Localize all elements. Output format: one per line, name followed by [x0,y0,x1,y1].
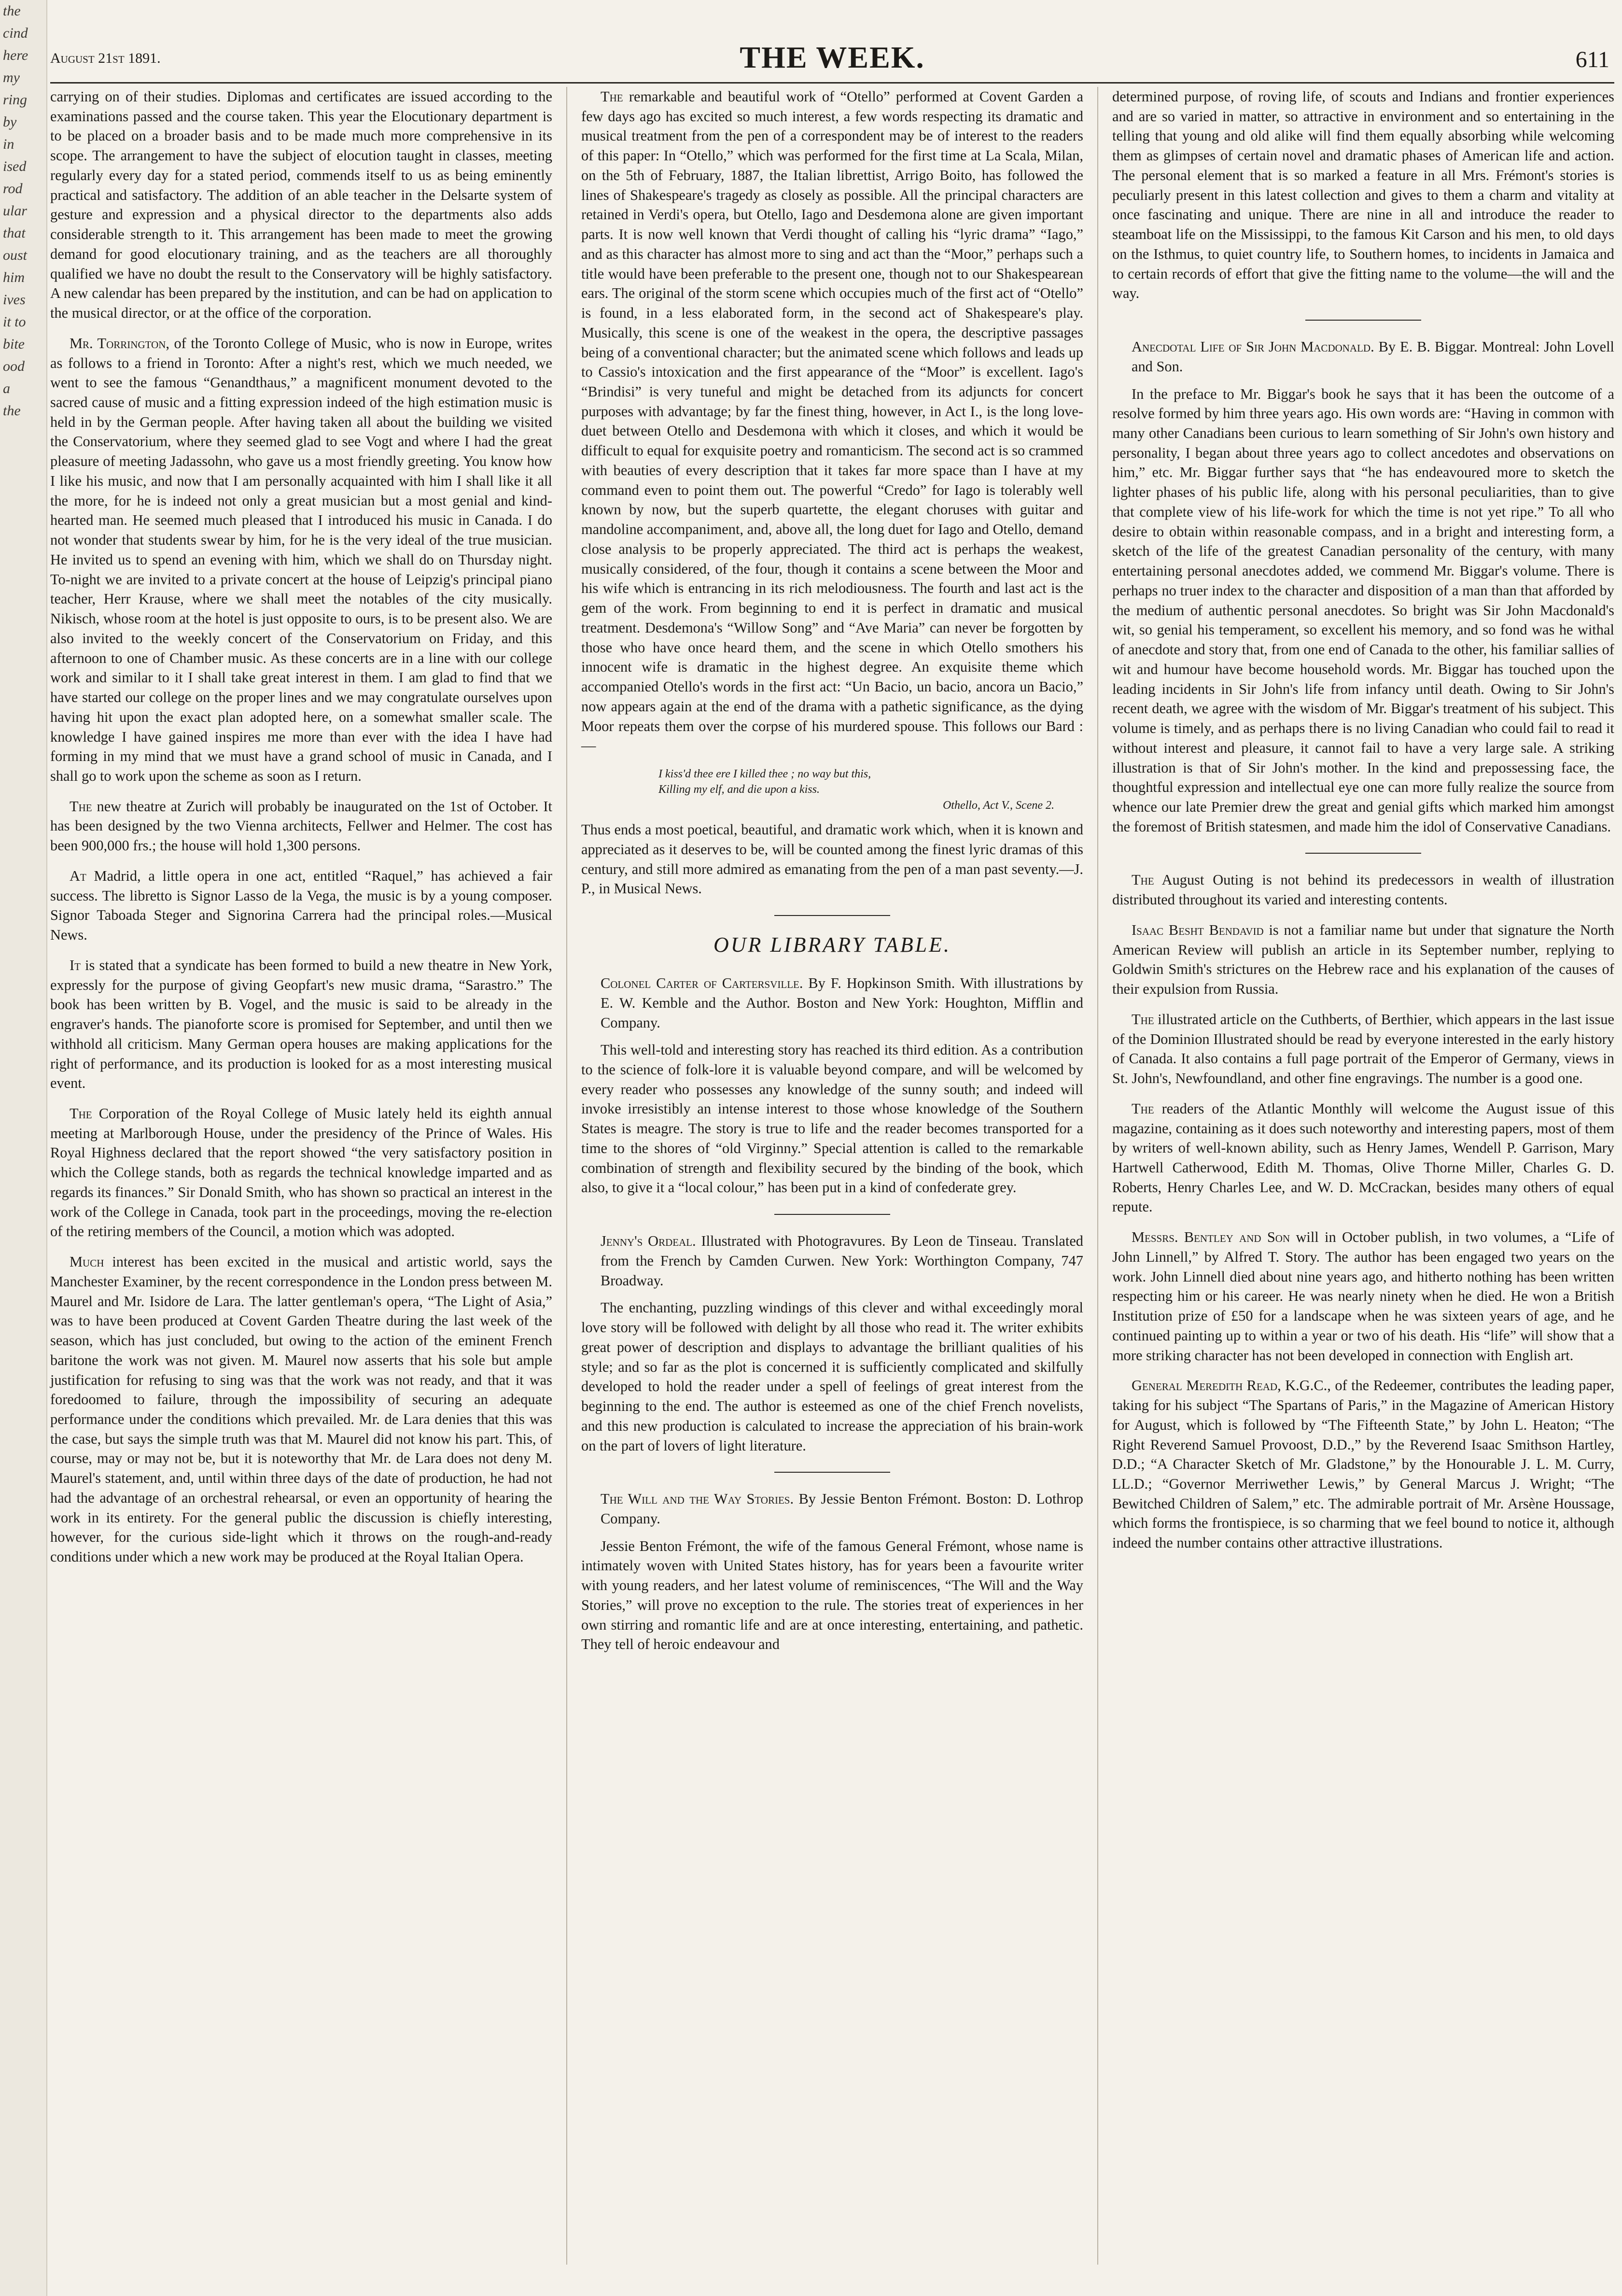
columns [50,87,1614,2279]
section-rule [1305,853,1421,854]
page-number: 611 [1575,47,1609,72]
margin-fragment: my [3,70,20,85]
paragraph-text: of the Toronto College of Music, who is now in Europe, writes as follows to a friend in Toronto: After a night's rest, which we much needed, we went to see the famous “Genandthaus,” a magnificent monument devoted to the sacred cause of music and a fitting expression indeed of the high estimation music is held in by the German people. After having taken all about the building we visited the Conservatorium, where they seemed glad to see Vogt and where I had the great pleasure of meeting Jadassohn, who gave us a most friendly greeting. You know how I like his music, and now that I am personally acquainted with him I shall like it all the more, for he is indeed not only a great musician but a most genial and kind-hearted man. He seemed much pleased that I introduced his music in Canada. I do not wonder that students swear by him, for he is the very ideal of the true musician. He invited us to spend an evening with him, which we shall do on Thursday night. To-night we are invited to a private concert at the house of Leipzig's principal piano teacher, Herr Krause, where we shall meet the notables of the city musically. Nikisch, whose room at the hotel is just opposite to ours, is to be present also. We are also invited to the weekly concert of the Conservatorium on Friday, and this afternoon to one of Chamber music. As these concerts are in a line with our college work and similar to it I shall take great interest in them. I am glad to find that we have started our college on the proper lines and we may congratulate ourselves upon having hit upon the exact plan adopted here, on a somewhat smaller scale. The knowledge I have gained inspires me more than ever with the idea I have had forming in my mind that we must have a grand school of music in Canada, and I shall go to work upon the scheme as soon as I return. [50,335,552,784]
margin-fragment: ised [3,158,27,174]
lead-words: General Meredith Read, [1132,1377,1281,1394]
margin-fragment: that [3,225,26,241]
previous-page-margin [0,0,47,2296]
article-paragraph [50,956,552,1093]
section-rule [774,915,890,916]
article-paragraph: carrying on of their studies. Diplomas and certificates are issued according to the examinations passed and the course taken. This year the Elocutionary department is to be placed on a broader basis and to be made much more comprehensive in its scope. The arrangement to have the subject of elocution taught in classes, meeting regularly every day for a stated period, commends itself to us as being eminently practical and satisfactory. The addition of an able teacher in the Delsarte system of gesture and expression and a physical director to the departments also adds considerable strength to it. This arrangement has been made to meet the growing demand for good elocutionary training, and as the teachers are all thoroughly qualified we have no doubt the result to the Conservatory will be highly satisfactory. A new calendar has been prepared by the institution, and can be had on application to the musical director, or at the office of the corporation. [50,88,552,322]
lead-words: The [70,798,92,815]
verse-quotation [658,766,1083,813]
page-header [50,29,1614,84]
article-paragraph [50,1104,552,1241]
article-paragraph [50,334,552,786]
margin-fragment: bite [3,336,25,352]
newspaper-page [50,29,1614,2279]
section-rule [774,1214,890,1215]
review-paragraph: The enchanting, puzzling windings of this clever and withal exceedingly moral love story will be followed with delight by all those who read it. The writer exhibits great power of description and displays to advantage the brilliant qualities of his style; and so far as the plot is concerned it is sufficiently complicated and skilfully developed to hold the reader under a spell of feelings of great interest from the beginning to the end. The author is esteemed as one of the chief French novelists, and this new production is calculated to increase the appreciation of his brain-work on the part of lovers of light literature. [581,1299,1083,1454]
book-heading [581,1489,1083,1528]
margin-fragment: it to [3,314,26,330]
lead-words: The [1132,872,1154,888]
news-note [1112,1376,1614,1553]
paragraph-text: readers of the Atlantic Monthly will welcome the August issue of this magazine, containing as it does such noteworthy and interesting papers, most of them by writers of well-known ability, such as Henry James, Wendell P. Garrison, Mary Hartwell Catherwood, Edith M. Thomas, Olive Thorne Miller, Charles G. D. Roberts, Henry Charles Lee, and W. D. McCrackan, besides many others of equal repute. [1112,1100,1614,1215]
book-title: The Will and the Way Stories. [601,1491,794,1507]
review-paragraph: determined purpose, of roving life, of scouts and Indians and frontier experiences and are so varied in matter, so attractive in environment and so entertaining in the telling that young and old alike will find them equally absorbing while welcoming them as glimpses of certain novel and dramatic phases of American life and action. The personal element that is so marked a feature in all Mrs. Frémont's stories is peculiarly present in this latest collection and gives to them a charm and vitality at once fascinating and unique. There are nine in all and introduce the reader to steamboat life on the Mississippi, to the famous Kit Carson and his men, to old days on the Isthmus, to quiet country life, to Southern homes, to incidents in Jamaica and to certain records of effort that give the fitting name to the volume—the will and the way. [1112,88,1614,302]
section-rule [774,1472,890,1473]
column-1 [50,87,552,1578]
lead-words: The [601,88,623,105]
column-divider [566,87,567,2265]
article-paragraph: Thus ends a most poetical, beautiful, and dramatic work which, when it is known and appreciated as it deserves to be, will be counted among the finest lyric dramas of this century, and still more admired as emanating from the pen of a man past seventy.—J. P., in Musical News. [581,821,1083,897]
book-title: Anecdotal Life of Sir John Macdonald. [1132,338,1374,355]
news-note [1112,870,1614,909]
paragraph-text: K.G.C., of the Redeemer, contributes the leading paper, taking for his subject “The Spartans of Paris,” in the Magazine of American History for August, which is followed by “The Fifteenth State,” by John L. Heaton; “The Right Reverend Samuel Provoost, D.D.,” by the Reverend Isaac Smithson Hartley, D.D.; “A Character Sketch of Mr. Gladstone,” by the Honourable J. L. M. Curry, LL.D.; “Governor Merriwether Lewis,” by General Marcus J. Wright; “The Bewitched Children of Salem,” etc. The admirable portrait of Mr. Arsène Houssage, which forms the frontispiece, is so charming that we feel bound to notice it, although indeed the number contains other attractive illustrations. [1112,1377,1615,1551]
book-details: By Jessie Benton Frémont. Boston: D. Lothrop Company. [601,1491,1083,1527]
article-paragraph [50,797,552,856]
margin-fragment: cind [3,25,28,41]
section-heading: OUR LIBRARY TABLE. [713,933,951,957]
paragraph-text: August Outing is not behind its predecessors in wealth of illustration distributed throughout its varied and interesting contents. [1112,872,1614,908]
book-title: Jenny's Ordeal. [601,1233,696,1250]
book-heading [1112,337,1614,376]
paragraph-text: will in October publish, in two volumes, a “Life of John Linnell,” by Alfred T. Story. The author has been engaged two years on the work. John Linnell died about nine years ago, and hitherto nothing has been written respecting him or his career. He was nearly ninety when he died. He won a British Institution prize of £50 for a landscape when he was sixteen years of age, and he continued painting up to within a year or two of his death. His “life” will show that a more striking character has not been developed in connection with English art. [1112,1229,1614,1364]
masthead-title: THE WEEK. [740,40,925,74]
book-title: Colonel Carter of Cartersville. [601,975,803,992]
verse-citation: Othello, Act V., Scene 2. [942,799,1054,812]
paragraph-text: illustrated article on the Cuthberts, of Berthier, which appears in the last issue of the Dominion Illustrated should be read by everyone interested in the early history of Canada. It also contains a full page portrait of the Emperor of Germany, views in St. John's, Newfoundland, and other fine engravings. The number is a good one. [1112,1011,1614,1087]
margin-fragment: oust [3,247,28,263]
margin-fragment: ood [3,358,25,374]
lead-words: At [70,867,86,884]
news-note [1112,1099,1614,1217]
column-divider [1097,87,1098,2265]
lead-words: Mr. Torrington, [70,335,169,352]
review-paragraph: In the preface to Mr. Biggar's book he says that it has been the outcome of a resolve formed by him three years ago. His own words are: “Having in common with many other Canadians been curious to learn something of Sir John's own history and personality, I began about three years ago to collect ancedotes and observations on him,” etc. Mr. Biggar further says that “he has endeavoured more to sketch the lighter phases of his public life, along with his personal peculiarities, than to give that complete view of his life-work for which the time is not yet ripe.” To all who desire to obtain within reasonable compass, and in a bright and interesting form, a sketch of the life of the greatest Canadian personality of the century, with many entertaining personal anecdotes added, we commend Mr. Biggar's volume. There is perhaps no truer index to the character and disposition of a man than that afforded by the medium of authentic personal anecdotes. So bright was Sir John Macdonald's wit, so genial his temperament, so excellent his memory, and so fond was he withal of anecdote and story that, from one end of Canada to the other, his familiar sallies of wit and humour have become household words. Mr. Biggar has touched upon the leading incidents in Sir John's life from infancy until death. Owing to Sir John's recent death, we agree with the wisdom of Mr. Biggar's treatment of his subject. This volume is timely, and as perhaps there is no living Canadian who could fail to read it without interest and pleasure, it cannot fail to have a very large sale. A striking illustration is that of Sir John's mother. In the kind and prepossessing face, the thoughtful expression and intellectual eye one can more fully realize the source from whence our late Premier drew the great and genial gifts which marked him amongst the foremost of British statesmen, and made him the idol of Conservative Canadians. [1112,385,1614,835]
news-note [1112,920,1614,999]
news-note [1112,1227,1614,1365]
column-2 [581,87,1083,1665]
paragraph-text: new theatre at Zurich will probably be inaugurated on the 1st of October. It has been designed by the two Vienna architects, Fellwer and Helmer. The cost has been 900,000 frs.; the house will hold 1,300 persons. [50,798,552,854]
issue-date: August 21st 1891. [50,50,161,66]
margin-fragment: here [3,47,28,63]
margin-fragment: ring [3,92,28,108]
lead-words: The [70,1105,92,1122]
margin-fragment: ives [3,292,26,308]
review-paragraph: Jessie Benton Frémont, the wife of the famous General Frémont, whose name is intimately woven with United States history, has for years been a favourite writer with young readers, and her latest volume of reminiscences, “The Will and the Way Stories,” will prove no exception to the rule. The stories treat of experiences in her own stirring and romantic life and are at once interesting, entertaining, and pathetic. They tell of heroic endeavour and [581,1537,1083,1653]
paragraph-text: interest has been excited in the musical and artistic world, says the Manchester Examiner, by the recent correspondence in the London press between M. Maurel and Mr. Isidore de Lara. The latter gentleman's opera, “The Light of Asia,” was to have been produced at Covent Garden Theatre during the last week of the season, which has just concluded, but owing to the action of the eminent French baritone the work was not given. M. Maurel now asserts that his sole but ample justification for refusing to sing was that the work was not ready, and that it was foredoomed to failure, through the impossibility of securing an adequate performance under the conditions which prevailed. Mr. de Lara denies that this was the case, but says the simple truth was that M. Maurel did not know his part. This, of course, may or may not be, but it is noteworthy that Mr. de Lara does not deny M. Maurel's statement, and, until within three days of the date of production, he had not had the advantage of an orchestral rehearsal, or even an opportunity of hearing the work in its entirety. For the general public the discussion is chiefly interesting, however, for the curious side-light which it throws on the rough-and-ready conditions under which a new work may be produced at the Royal Italian Opera. [50,1254,552,1565]
verse-line: I kiss'd thee ere I killed thee ; no way but this, [658,767,871,780]
lead-words: The [1132,1011,1154,1028]
article-paragraph [581,87,1083,756]
paragraph-text: is not a familiar name but under that signature the North American Review will publish an article in its September number, replying to Goldwin Smith's strictures on the Hebrew race and his explanation of the causes of their expulsion from Russia. [1112,921,1614,998]
book-details: By F. Hopkinson Smith. With illustrations by E. W. Kemble and the Author. Boston and New York: Houghton, Mifflin and Company. [601,975,1083,1031]
news-note [1112,1010,1614,1088]
margin-fragment: the [3,3,21,19]
paragraph-text: is stated that a syndicate has been formed to build a new theatre in New York, expressly for the purpose of giving Geopfart's new music drama, “Sarastro.” The book has been written by B. Vogel, and the music is said to be already in the engraver's hands. The pianoforte score is promised for September, and until then we withhold all criticism. Many German opera houses are making applications for the right of performance, and its production is looked for as a most interesting musical event. [50,957,552,1092]
book-details: By E. B. Biggar. Montreal: John Lovell and Son. [1132,338,1614,375]
paragraph-text: Corporation of the Royal College of Music lately held its eighth annual meeting at Marlborough House, under the presidency of the Prince of Wales. His Royal Highness declared that the report showed “the very satisfactory position in which the College stands, both as regards the technical knowledge imparted and as regards its finances.” Sir Donald Smith, who has shown so practical an interest in the work of the College in Canada, took part in the proceedings, moving the re-election of the retiring members of the Council, a motion which was adopted. [50,1105,552,1240]
lead-words: It [70,957,81,973]
column-3 [1112,87,1614,1564]
paragraph-text: remarkable and beautiful work of “Otello” performed at Covent Garden a few days ago has excited so much interest, a few words respecting its dramatic and musical treatment from the pen of a correspondent may be of interest to the readers of this paper: In “Otello,” which was performed for the first time at La Scala, Milan, on the 5th of February, 1887, the Italian librettist, Arrigo Boito, has followed the lines of Shakespeare's tragedy as closely as possible. All the principal characters are retained in Verdi's opera, but Otello, Iago and Desdemona alone are given important parts. It is now well known that Verdi thought of calling his “lyric drama” “Iago,” and as this character has almost more to sing and act than the “Moor,” perhaps such a title would have been preferable to the present one, though not to our Shakespearean ears. The original of the storm scene which occupies much of the first act of “Otello” is found, in a less elaborated form, in the second act of Shakespeare's play. Musically, this scene is one of the weakest in the opera, the descriptive passages being of a conventional character; but the animated scene which follows and leads up to Cassio's intoxication and the first appearance of the “Moor” is excellent. Iago's “Brindisi” is very tuneful and might be detached from its adjuncts for concert purposes with advantage; by far the finest thing, however, in Act I., is the long love-duet between Otello and Desdemona with which it closes, and which it would be difficult to equal for exquisite poetry and romanticism. The second act is so crammed with beauties of every description that it takes far more space than I have at my command even to point them out. The powerful “Credo” for Iago is tolerably well known by now, but the superb quartette, the elegant choruses with guitar and mandoline accompaniment, and, above all, the long duet for Iago and Otello, demand close analysis to be properly appreciated. The third act is perhaps the weakest, musically considered, of the four, though it contains a scene between the Moor and his wife which is entrancing in its rich melodiousness. The fourth and last act is the gem of the work. From beginning to end it is perfect in dramatic and musical treatment. Desdemona's “Willow Song” and “Ave Maria” can never be forgotten by those who have once heard them, and the scene in which Otello smothers his innocent wife is dramatic in the highest degree. An exquisite theme which accompanied Otello's words in the first act: “Un Bacio, un bacio, ancora un Bacio,” now appears again at the end of the drama with a pathetic significance, as the dying Moor repeats them over the corpse of his murdered spouse. This follows our Bard :— [581,88,1083,754]
margin-fragment: in [3,136,14,152]
margin-fragment: the [3,403,21,419]
book-heading [581,973,1083,1032]
margin-fragment: a [3,380,10,396]
review-paragraph: This well-told and interesting story has reached its third edition. As a contribution to the science of folk-lore it is valuable beyond compare, and will be welcomed by every reader who possesses any knowledge of the sunny south; and indeed will invoke irresistibly an intense interest to those whose knowledge of the Southern States is meagre. The story is true to life and the reader becomes transported for a time to the shores of “old Virginny.” Special attention is called to the remarkable combination of strength and flexibility secured by the binding of the book, which also, to give it a “local colour,” has been put in a kind of confederate grey. [581,1042,1083,1196]
section-rule [1305,320,1421,321]
article-paragraph [50,1252,552,1567]
book-details: Illustrated with Photogravures. By Leon de Tinseau. Translated from the French by Camden Curwen. New York: Worthington Company, 747 Broadway. [601,1233,1084,1289]
lead-words: Much [70,1254,104,1270]
lead-words: The [1132,1100,1154,1117]
margin-fragment: ular [3,203,28,219]
margin-fragment: rod [3,181,23,197]
lead-words: Messrs. Bentley and Son [1132,1229,1290,1246]
verse-line: Killing my elf, and die upon a kiss. [658,783,820,796]
book-heading [581,1231,1083,1290]
lead-words: Isaac Besht Bendavid [1132,921,1264,938]
article-paragraph [50,866,552,945]
margin-fragment: by [3,114,17,130]
paragraph-text: Madrid, a little opera in one act, entitled “Raquel,” has achieved a fair success. The libretto is Signor Lasso de la Vega, the music is by a young composer. Signor Taboada Steger and Signorina Carrera had the principal roles.—Musical News. [50,867,552,944]
margin-fragment: him [3,269,25,285]
